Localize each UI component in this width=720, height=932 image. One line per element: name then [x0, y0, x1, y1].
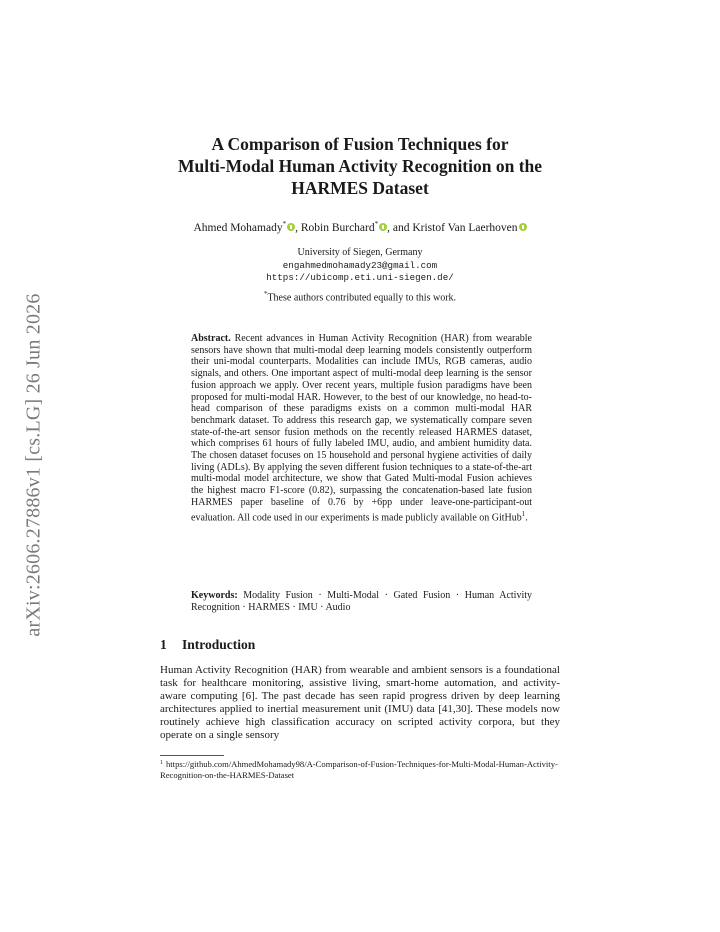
keywords-label: Keywords: [191, 590, 238, 601]
affiliation-block [160, 247, 560, 304]
email-link[interactable]: engahmedmohamady23@gmail.com [282, 259, 438, 271]
keywords [191, 590, 532, 613]
footnote-ref[interactable]: 1 [521, 509, 526, 518]
equal-contribution-mark: * [263, 289, 268, 298]
equal-contribution-mark: * [282, 220, 287, 228]
equal-contribution-text: These authors contributed equally to this work. [267, 291, 457, 303]
orcid-icon[interactable] [519, 223, 527, 231]
orcid-icon[interactable] [287, 223, 295, 231]
author-separator: , [295, 221, 301, 234]
title-line: A Comparison of Fusion Techniques for [211, 134, 509, 154]
author-name: Robin Burchard [300, 221, 375, 234]
author-list [110, 220, 610, 234]
title-line: HARMES Dataset [291, 178, 429, 198]
section-heading [160, 637, 255, 653]
intro-paragraph: Human Activity Recognition (HAR) from wearable and ambient sensors is a foundational task for healthcare monitoring, assistive living, smart-home automation, and activity-aware computing [6]. The past decade has seen rapid progress driven by deep learning architectures applied to inertial measurement unit (IMU) data [41,30]. These models now routinely achieve high classification accuracy on scripted activity corpora, but they operate on a single sensory [160, 664, 560, 741]
orcid-icon[interactable] [379, 223, 387, 231]
equal-contribution-mark: * [374, 220, 379, 228]
author-separator: , and [387, 221, 413, 234]
paper-title [130, 133, 590, 199]
title-line: Multi-Modal Human Activity Recognition on the [177, 156, 543, 176]
section-number: 1 [160, 637, 167, 652]
abstract-end: . [525, 511, 528, 523]
homepage-link[interactable]: https://ubicomp.eti.uni-siegen.de/ [266, 272, 454, 283]
footnote-rule [160, 755, 224, 756]
abstract-text: Recent advances in Human Activity Recognition (HAR) from wearable sensors have shown that multi-modal deep learning models consistently outperform their uni-modal counterparts. Modalities can include IMUs, RGB cameras, audio signals, and others. One important aspect of multi-modal deep learning is the sensor fusion approach we apply. Over recent years, multiple fusion paradigms have been proposed for multi-modal HAR. However, to the best of our knowledge, no head-to-head comparison of these paradigms exists on a common multi-modal HAR benchmark dataset. To address this research gap, we systematically compare seven state-of-the-art sensor fusion methods on the recently released HARMES dataset, which comprises 61 hours of fully labeled IMU, audio, and ambient humidity data. The chosen dataset focuses on 15 household and personal hygiene activities of daily living (ADLs). By applying the seven different fusion techniques to a state-of-the-art multi-modal model architecture, we show that Gated Multi-modal Fusion achieves the highest macro F1-score (0.82), surpassing the concatenation-based late fusion HARMES paper baseline of 0.76 by +6pp under leave-one-participant-out evaluation. All code used in our experiments is made publicly available on GitHub [191, 333, 532, 523]
footnote-mark: 1 [160, 760, 163, 766]
arxiv-id-text: arXiv:2606.27886v1 [cs.LG] 26 Jun 2026 [22, 293, 45, 637]
section-title: Introduction [182, 637, 256, 652]
footnote-url[interactable]: https://github.com/AhmedMohamady98/A-Comparison-of-Fusion-Techniques-for-Multi-Modal-Human-Activity-Recognition-on-the-HARMES-Dataset [160, 759, 558, 780]
arxiv-sidebar-identifier [14, 260, 54, 670]
abstract [191, 333, 532, 524]
footnote [160, 758, 570, 780]
keywords-text: Modality Fusion · Multi-Modal · Gated Fusion · Human Activity Recognition · HARMES · IMU · Audio [191, 590, 533, 613]
author-name: Kristof Van Laerhoven [412, 221, 518, 234]
equal-contribution-note [160, 288, 560, 305]
abstract-label: Abstract. [191, 333, 231, 344]
affiliation: University of Siegen, Germany [297, 247, 423, 258]
author-name: Ahmed Mohamady [193, 221, 283, 234]
